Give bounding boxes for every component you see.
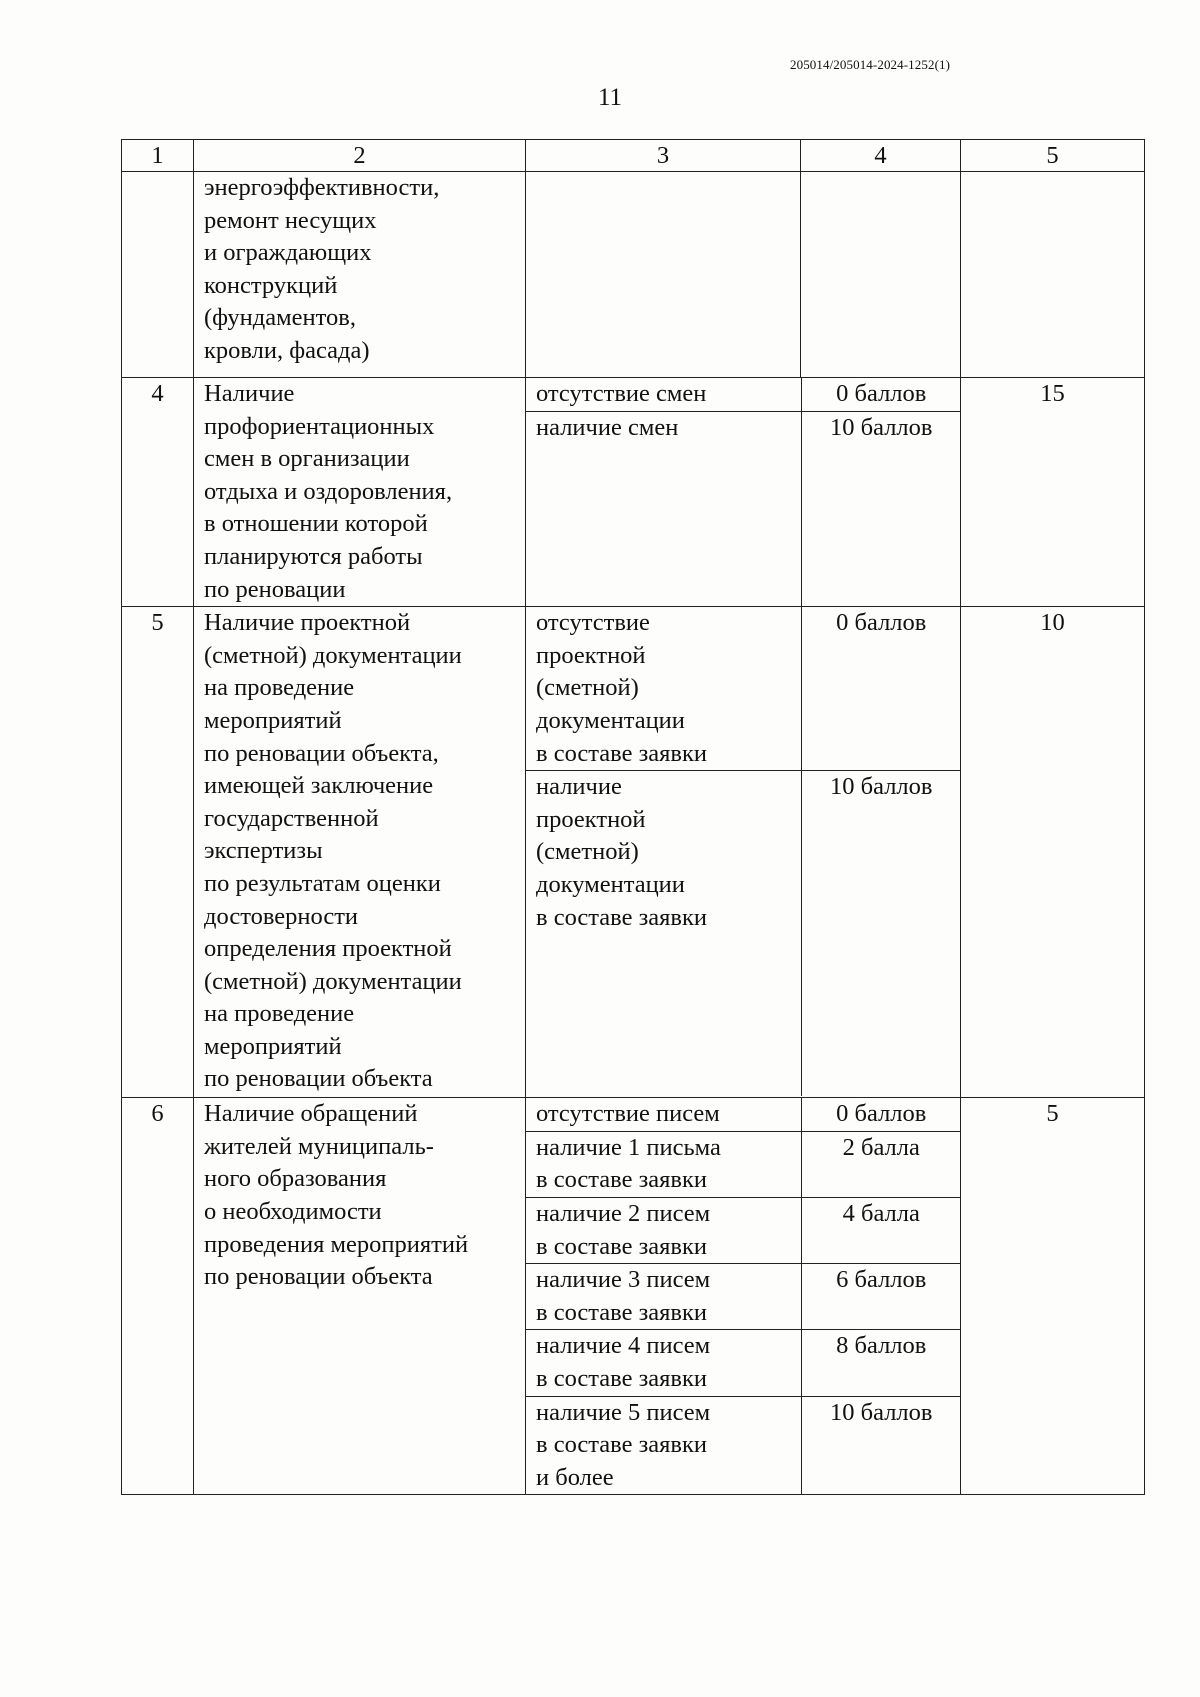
row-number: 5 [122, 607, 194, 1098]
option-row [526, 1197, 961, 1263]
condition-text: наличие 5 писем в составе заявки и более [526, 1396, 801, 1494]
page-number: 11 [597, 84, 623, 111]
options-cell [526, 1098, 961, 1495]
weight-cell: 5 [961, 1098, 1145, 1495]
option-row [526, 378, 961, 411]
options-cell [526, 607, 961, 1098]
options-subtable [526, 607, 961, 1096]
document-id: 205014/205014-2024-1252(1) [790, 57, 951, 72]
options-cell [526, 378, 961, 607]
column-header: 2 [194, 140, 526, 172]
option-row [526, 1396, 961, 1494]
column-header: 1 [122, 140, 194, 172]
score-text: 4 балла [801, 1197, 961, 1263]
condition-text: отсутствие проектной (сметной) документации в составе заявки [536, 609, 708, 767]
table-header-row [122, 140, 1145, 172]
table-row [122, 378, 1145, 607]
criterion-text: Наличие обращений жителей муниципаль- ного образования о необходимости проведения мероприятий по реновации объекта [194, 1098, 526, 1495]
condition-text: отсутствие смен [536, 380, 707, 407]
score-text: 10 баллов [801, 411, 961, 606]
column-header: 3 [526, 140, 801, 172]
option-row [526, 607, 961, 770]
option-row [526, 771, 961, 1097]
condition-text: наличие проектной (сметной) документации в составе заявки [526, 771, 801, 1097]
condition-text: наличие 4 писем в составе заявки [526, 1330, 801, 1396]
criteria-table [121, 139, 1145, 1495]
condition-text: отсутствие писем [536, 1100, 720, 1128]
table-row-continuation [122, 172, 1145, 378]
row-number [122, 172, 194, 378]
weight-cell: 10 [961, 607, 1145, 1098]
score-text: 0 баллов [801, 1098, 961, 1131]
score-text: 8 баллов [801, 1330, 961, 1396]
score-text: 10 баллов [801, 1396, 961, 1494]
row-number: 6 [122, 1098, 194, 1495]
score-text: 0 баллов [801, 607, 961, 770]
score-text: 2 балла [801, 1131, 961, 1197]
condition-text: наличие 1 письма в составе заявки [526, 1131, 801, 1197]
table-row [122, 607, 1145, 1098]
column-header: 4 [801, 140, 961, 172]
condition-text: наличие смен [526, 411, 801, 606]
weight-cell [961, 172, 1145, 378]
options-subtable [526, 378, 961, 606]
condition-text: наличие 2 писем в составе заявки [526, 1197, 801, 1263]
criterion-text: Наличие проектной (сметной) документации на проведение мероприятий по реновации объекта, имеющей заключение государственной экспертизы по результатам оценки достоверности определения проектной (сметной) документации на проведение мероприятий по реновации объекта [194, 607, 526, 1098]
option-row [526, 1330, 961, 1396]
row-number: 4 [122, 378, 194, 607]
option-row [526, 1264, 961, 1330]
option-row [526, 411, 961, 606]
option-row [526, 1098, 961, 1131]
weight-cell: 15 [961, 378, 1145, 607]
criterion-text: Наличие профориентационных смен в организации отдыха и оздоровления, в отношении которой планируются работы по реновации [194, 378, 526, 607]
score-cell [801, 172, 961, 378]
score-text: 0 баллов [801, 378, 961, 411]
condition-cell [526, 172, 801, 378]
score-text: 10 баллов [801, 771, 961, 1097]
option-row [526, 1131, 961, 1197]
table-row [122, 1098, 1145, 1495]
options-subtable [526, 1098, 961, 1494]
score-text: 6 баллов [801, 1264, 961, 1330]
column-header: 5 [961, 140, 1145, 172]
condition-text: наличие 3 писем в составе заявки [526, 1264, 801, 1330]
criterion-text: энергоэффективности, ремонт несущих и ограждающих конструкций (фундаментов, кровли, фасада) [194, 172, 526, 378]
